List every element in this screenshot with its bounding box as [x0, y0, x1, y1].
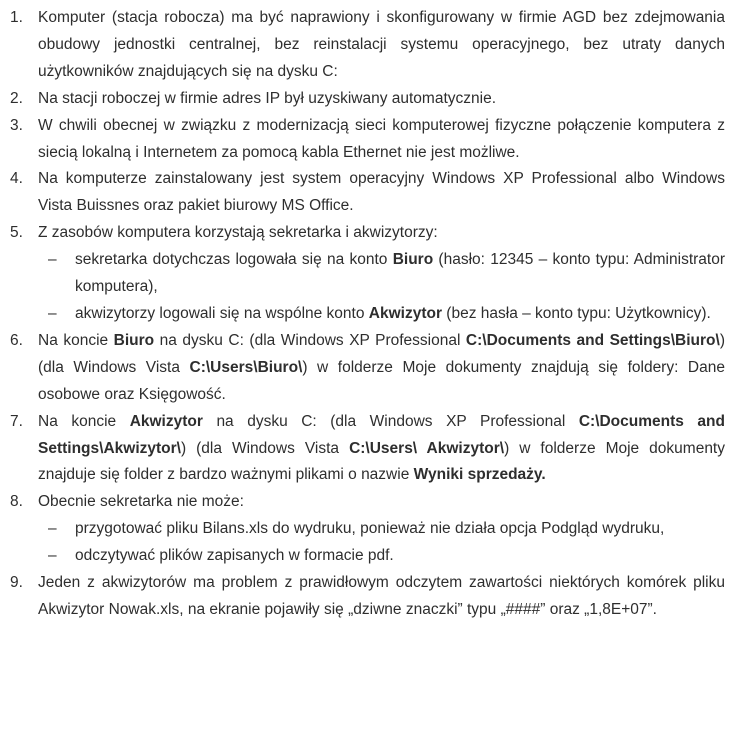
text-segment: przygotować pliku Bilans.xls do wydruku, ponieważ nie działa opcja Podgląd wydruku, — [75, 520, 665, 538]
task-list — [0, 5, 735, 624]
dash-marker: – — [48, 304, 57, 322]
text-segment: (bez hasła – konto typu: Użytkownicy). — [442, 304, 711, 322]
text-segment: Obecnie sekretarka nie może: — [38, 493, 244, 511]
list-item-number: 4. — [10, 170, 23, 188]
bold-text-segment: C:\Users\ Akwizytor\ — [349, 439, 505, 457]
bold-text-segment: Akwizytor — [368, 304, 442, 322]
list-item-number: 1. — [10, 9, 23, 26]
bold-text-segment: C:\Documents and Settings\Akwizytor\ — [38, 412, 725, 457]
text-segment: W chwili obecnej w związku z modernizacją sieci komputerowej fizyczne połączenie komputera z siecią lokalną i Internetem za pomocą kabla Ethernet nie jest możliwe. — [38, 116, 725, 161]
sub-list-item-text — [75, 251, 725, 295]
list-item — [0, 113, 735, 167]
dash-marker: – — [48, 251, 57, 269]
text-segment: ) w folderze Moje dokumenty znajdują się foldery: Dane osobowe oraz Księgowość. — [38, 358, 725, 403]
list-item-number: 5. — [10, 224, 23, 242]
list-item-number: 3. — [10, 116, 23, 134]
sub-list-item-text — [75, 305, 711, 322]
text-segment: Jeden z akwizytorów ma problem z prawidłowym odczytem zawartości niektórych komórek pliku Akwizytor Nowak.xls, na ekranie pojawiły się „dziwne znaczki” typu „####” oraz „1,8E+07”. — [38, 574, 725, 618]
list-item-number: 9. — [10, 574, 23, 592]
sub-list-item-text — [75, 547, 394, 564]
list-item-text — [38, 332, 725, 403]
text-segment: na dysku C: (dla Windows XP Professional — [154, 331, 466, 349]
dash-marker: – — [48, 520, 57, 538]
text-segment: Na stacji roboczej w firmie adres IP był uzyskiwany automatycznie. — [38, 89, 496, 107]
list-item-number: 2. — [10, 89, 23, 107]
bold-text-segment: C:\Documents and Settings\Biuro\ — [465, 331, 720, 349]
list-item-text — [38, 224, 438, 241]
sub-list-item — [0, 516, 735, 543]
sub-list-item-text — [75, 520, 664, 537]
list-item-text — [38, 170, 725, 214]
list-item-text — [38, 90, 496, 107]
text-segment: ) w folderze Moje dokumenty znajduje się folder z bardzo ważnymi plikami o nazwie — [38, 439, 725, 484]
dash-marker: – — [48, 547, 57, 565]
text-segment: Z zasobów komputera korzystają sekretarka i akwizytorzy: — [38, 224, 438, 242]
text-segment: Komputer (stacja robocza) ma być naprawiony i skonfigurowany w firmie AGD bez zdejmowania obudowy jednostki centralnej, bez reinstalacji systemu operacyjnego, bez utraty danych użytkowników znajdujących się na dysku C: — [38, 9, 725, 80]
list-item-number: 8. — [10, 493, 23, 511]
text-segment: sekretarka dotychczas logowała się na konto — [75, 251, 393, 269]
text-segment: Na koncie — [38, 331, 114, 349]
text-segment: odczytywać plików zapisanych w formacie pdf. — [75, 547, 394, 565]
list-item-text — [38, 493, 244, 510]
list-item — [0, 489, 735, 516]
list-item — [0, 5, 735, 86]
list-item — [0, 220, 735, 247]
list-item — [0, 409, 735, 490]
list-item — [0, 570, 735, 624]
list-item-text — [38, 9, 725, 80]
sub-list-item — [0, 543, 735, 570]
text-segment: ) (dla Windows Vista — [180, 439, 350, 457]
list-item-number: 6. — [10, 331, 23, 349]
sub-list-item — [0, 247, 735, 301]
bold-text-segment: C:\Users\Biuro\ — [189, 358, 303, 376]
list-item-text — [38, 117, 725, 161]
text-segment: ) (dla Windows Vista — [38, 331, 725, 376]
text-segment: (hasło: 12345 – konto typu: Administrator komputera), — [75, 251, 725, 296]
text-segment: Na komputerze zainstalowany jest system operacyjny Windows XP Professional albo Windows Vista Buissnes oraz pakiet biurowy MS Office. — [38, 170, 725, 215]
bold-text-segment: Wyniki sprzedaży. — [413, 466, 546, 484]
list-item-text — [38, 413, 725, 484]
list-item — [0, 166, 735, 220]
list-item-text — [38, 574, 725, 618]
list-item — [0, 328, 735, 409]
text-segment: Na koncie — [38, 412, 130, 430]
text-segment: akwizytorzy logowali się na wspólne konto — [75, 304, 369, 322]
sub-list-item — [0, 301, 735, 328]
bold-text-segment: Akwizytor — [129, 412, 203, 430]
list-item-number: 7. — [10, 412, 23, 430]
list-item — [0, 86, 735, 113]
bold-text-segment: Biuro — [113, 331, 155, 349]
bold-text-segment: Biuro — [392, 251, 434, 269]
text-segment: na dysku C: (dla Windows XP Professional — [202, 412, 579, 430]
